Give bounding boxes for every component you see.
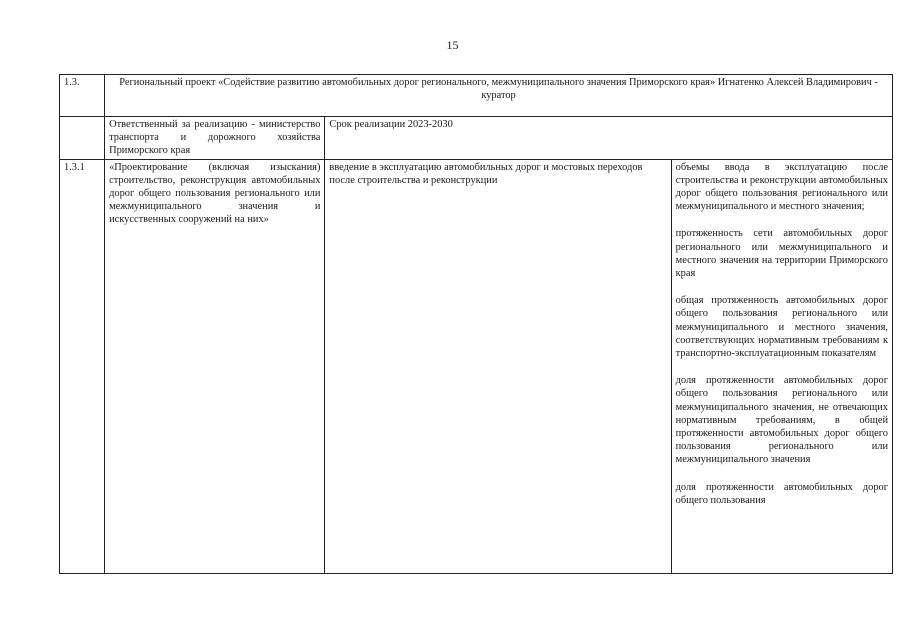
project-row (60, 75, 893, 117)
responsible-cell: Ответственный за реализацию - министерство транспорта и дорожного хозяйства Приморского края (105, 117, 325, 160)
task-row (60, 159, 893, 573)
task-indicators-cell (671, 159, 892, 573)
period-cell: Срок реализации 2023-2030 (325, 117, 893, 160)
indicator-item: доля протяженности автомобильных дорог общего пользования (675, 481, 888, 506)
project-number-cell: 1.3. (60, 75, 105, 117)
indicator-item: доля протяженности автомобильных дорог общего пользования регионального или межмуниципального значения, не отвечающих нормативным требованиям, в общей протяженности автомобильных дорог общего пользования регионального или межмуниципального значения (675, 375, 888, 466)
task-name-cell: «Проектирование (включая изыскания) строительство, реконструкция автомобильных дорог общего пользования регионального или межмуниципального значения и искусственных сооружений на них» (105, 159, 325, 573)
indicator-item: протяженность сети автомобильных дорог регионального или межмуниципального и местного значения на территории Приморского края (675, 228, 888, 280)
responsible-row (60, 117, 893, 160)
program-table (59, 74, 893, 574)
empty-number-cell (60, 117, 105, 160)
page-number: 15 (446, 38, 459, 52)
indicator-item: объемы ввода в эксплуатацию после строительства и реконструкции автомобильных дорог общего пользования регионального или межмуниципального и местного значения; (675, 161, 888, 213)
project-title-cell: Региональный проект «Содействие развитию автомобильных дорог регионального, межмуниципального значения Приморского края» Игнатенко Алексей Владимирович - куратор (105, 75, 893, 117)
task-effect-cell: введение в эксплуатацию автомобильных дорог и мостовых переходов после строительства и реконструкции (325, 159, 671, 573)
indicator-item: общая протяженность автомобильных дорог общего пользования регионального или межмуниципального и местного значения, соответствующих нормативным требованиям к транспортно-эксплуатационным показателям (675, 295, 888, 360)
task-number-cell: 1.3.1 (60, 159, 105, 573)
